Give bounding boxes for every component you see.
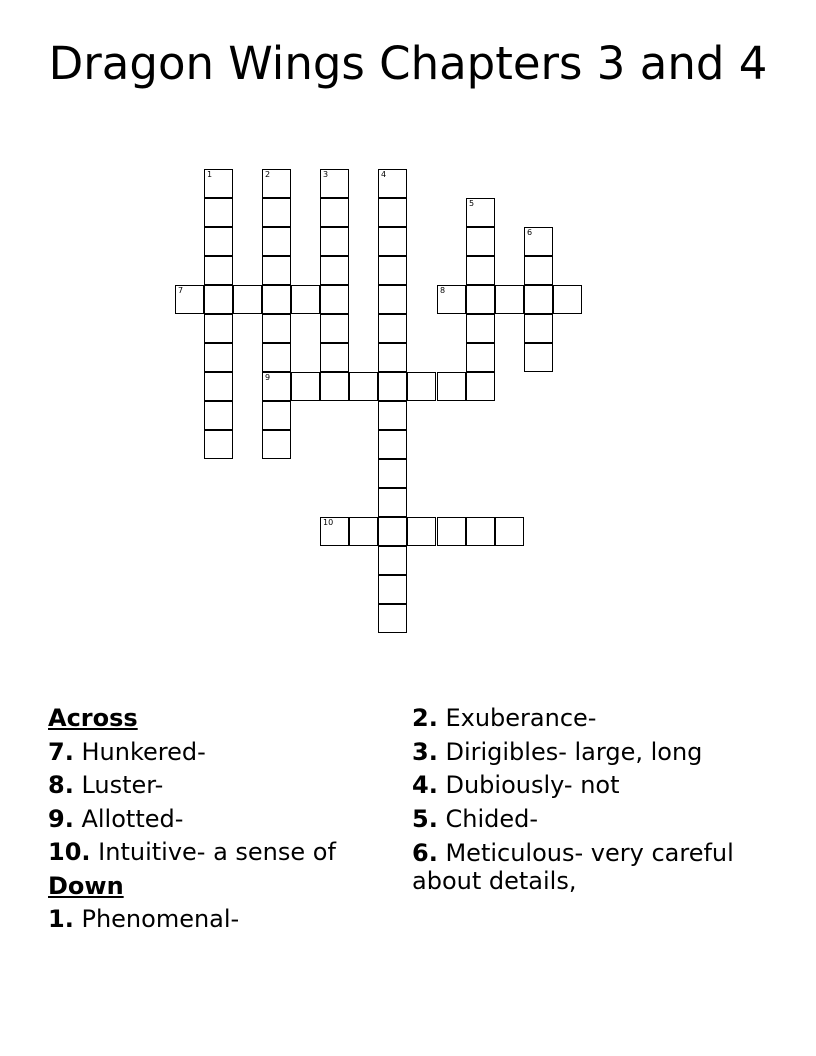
- grid-cell[interactable]: [378, 227, 407, 256]
- grid-cell[interactable]: [320, 517, 349, 546]
- page-title: Dragon Wings Chapters 3 and 4: [48, 37, 768, 90]
- grid-cell[interactable]: [204, 430, 233, 459]
- clue-text: Allotted-: [81, 804, 184, 833]
- clue-number: 6.: [412, 839, 438, 867]
- clue-text: Intuitive- a sense of: [98, 838, 336, 866]
- grid-cell[interactable]: [349, 372, 378, 401]
- cell-number: 4: [381, 170, 387, 179]
- grid-cell[interactable]: [378, 401, 407, 430]
- grid-cell[interactable]: [204, 227, 233, 256]
- grid-cell[interactable]: [466, 517, 495, 546]
- grid-cell[interactable]: [320, 285, 349, 314]
- grid-cell[interactable]: [262, 430, 291, 459]
- grid-cell[interactable]: [204, 314, 233, 343]
- grid-cell[interactable]: [378, 604, 407, 633]
- grid-cell[interactable]: [262, 198, 291, 227]
- grid-cell[interactable]: [262, 169, 291, 198]
- clue-number: 9.: [48, 804, 74, 833]
- grid-cell[interactable]: [437, 372, 466, 401]
- clue-down-5: [412, 803, 752, 837]
- clue-number: 3.: [412, 737, 438, 766]
- grid-cell[interactable]: [204, 198, 233, 227]
- grid-cell[interactable]: [378, 430, 407, 459]
- grid-cell[interactable]: [378, 372, 407, 401]
- clue-down-1: [48, 903, 388, 937]
- grid-cell[interactable]: [378, 169, 407, 198]
- grid-cell[interactable]: [407, 517, 436, 546]
- clue-across-7: [48, 736, 388, 770]
- grid-cell[interactable]: [378, 517, 407, 546]
- clue-text: Meticulous- very careful about details,: [412, 839, 734, 895]
- clue-number: 1.: [48, 905, 74, 933]
- grid-cell[interactable]: [466, 256, 495, 285]
- across-heading: Across: [48, 704, 138, 732]
- grid-cell[interactable]: [204, 256, 233, 285]
- clues-right-column: [412, 702, 752, 895]
- clue-down-6: [412, 836, 752, 895]
- grid-cell[interactable]: [378, 459, 407, 488]
- clue-number: 2.: [412, 704, 438, 732]
- grid-cell[interactable]: [262, 285, 291, 314]
- clue-number: 10.: [48, 838, 91, 866]
- grid-cell[interactable]: [466, 285, 495, 314]
- cell-number: 1: [207, 170, 213, 179]
- grid-cell[interactable]: [437, 285, 466, 314]
- grid-cell[interactable]: [291, 372, 320, 401]
- grid-cell[interactable]: [495, 285, 524, 314]
- cell-number: 9: [265, 373, 271, 382]
- grid-cell[interactable]: [466, 343, 495, 372]
- clue-down-2: [412, 702, 752, 736]
- down-heading: Down: [48, 871, 124, 900]
- grid-cell[interactable]: [378, 285, 407, 314]
- grid-cell[interactable]: [262, 401, 291, 430]
- grid-cell[interactable]: [204, 401, 233, 430]
- grid-cell[interactable]: [320, 198, 349, 227]
- cell-number: 8: [440, 286, 446, 295]
- clue-number: 8.: [48, 771, 74, 799]
- grid-cell[interactable]: [378, 575, 407, 604]
- grid-cell[interactable]: [524, 256, 553, 285]
- grid-cell[interactable]: [466, 372, 495, 401]
- grid-cell[interactable]: [466, 227, 495, 256]
- cell-number: 6: [527, 228, 533, 237]
- cell-number: 5: [469, 199, 475, 208]
- grid-cell[interactable]: [378, 546, 407, 575]
- grid-cell[interactable]: [466, 314, 495, 343]
- grid-cell[interactable]: [262, 314, 291, 343]
- clue-text: Dubiously- not: [445, 771, 620, 799]
- grid-cell[interactable]: [175, 285, 204, 314]
- grid-cell[interactable]: [378, 488, 407, 517]
- grid-cell[interactable]: [320, 343, 349, 372]
- clue-text: Chided-: [445, 804, 538, 833]
- grid-cell[interactable]: [262, 256, 291, 285]
- grid-cell[interactable]: [524, 285, 553, 314]
- grid-cell[interactable]: [262, 227, 291, 256]
- cell-number: 3: [323, 170, 329, 179]
- grid-cell[interactable]: [349, 517, 378, 546]
- grid-cell[interactable]: [495, 517, 524, 546]
- grid-cell[interactable]: [320, 314, 349, 343]
- grid-cell[interactable]: [291, 285, 320, 314]
- clue-down-3: [412, 736, 752, 770]
- clues-left-column: [48, 702, 388, 937]
- grid-cell[interactable]: [320, 227, 349, 256]
- grid-cell[interactable]: [466, 198, 495, 227]
- grid-cell[interactable]: [204, 372, 233, 401]
- grid-cell[interactable]: [320, 169, 349, 198]
- clue-text: Hunkered-: [81, 737, 206, 766]
- clue-across-10: [48, 836, 388, 870]
- grid-cell[interactable]: [553, 285, 582, 314]
- cell-number: 10: [323, 518, 334, 527]
- grid-cell[interactable]: [262, 372, 291, 401]
- cell-number: 2: [265, 170, 271, 179]
- clue-number: 7.: [48, 737, 74, 766]
- clue-across-9: [48, 803, 388, 837]
- grid-cell[interactable]: [524, 314, 553, 343]
- grid-cell[interactable]: [378, 314, 407, 343]
- grid-cell[interactable]: [524, 227, 553, 256]
- grid-cell[interactable]: [378, 256, 407, 285]
- grid-cell[interactable]: [437, 517, 466, 546]
- grid-cell[interactable]: [378, 198, 407, 227]
- grid-cell[interactable]: [204, 343, 233, 372]
- cell-number: 7: [178, 286, 184, 295]
- clue-down-4: [412, 769, 752, 803]
- grid-cell[interactable]: [262, 343, 291, 372]
- grid-cell[interactable]: [407, 372, 436, 401]
- clue-text: Phenomenal-: [81, 905, 240, 933]
- clue-number: 5.: [412, 804, 438, 833]
- clue-text: Dirigibles- large, long: [445, 737, 703, 766]
- grid-cell[interactable]: [524, 343, 553, 372]
- clue-text: Luster-: [81, 771, 164, 799]
- clue-across-8: [48, 769, 388, 803]
- grid-cell[interactable]: [204, 169, 233, 198]
- grid-cell[interactable]: [233, 285, 262, 314]
- grid-cell[interactable]: [204, 285, 233, 314]
- clue-text: Exuberance-: [445, 704, 597, 732]
- grid-cell[interactable]: [320, 256, 349, 285]
- grid-cell[interactable]: [320, 372, 349, 401]
- clue-number: 4.: [412, 771, 438, 799]
- grid-cell[interactable]: [378, 343, 407, 372]
